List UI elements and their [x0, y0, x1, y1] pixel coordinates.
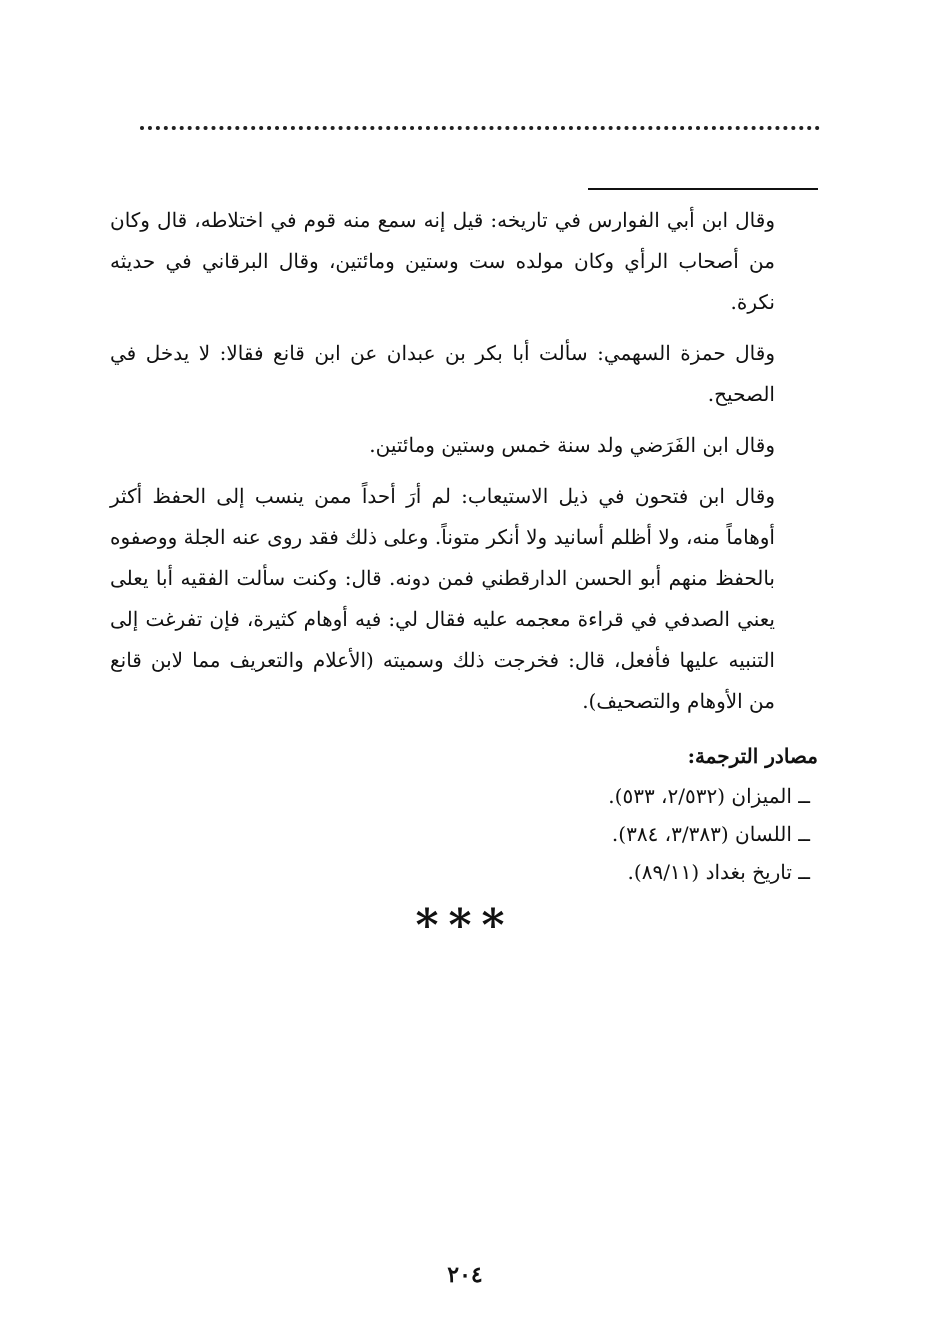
section-separator-asterisks: ***: [415, 900, 515, 951]
source-item: ــ الميزان (٢/٥٣٢، ٥٣٣).: [608, 784, 810, 808]
paragraph-ibn-al-faradi: وقال ابن الفَرَضي ولد سنة خمس وستين ومائتين.: [369, 433, 775, 457]
source-item: ــ اللسان (٣/٣٨٣، ٣٨٤).: [611, 822, 810, 846]
page-number: ٢٠٤: [447, 1262, 483, 1288]
paragraph-ibn-fathun: وقال ابن فتحون في ذيل الاستيعاب: لم أرَ أحداً ممن ينسب إلى الحفظ أكثر أوهاماً منه، ولا أظلم أسانيد ولا أنكر متوناً. وعلى ذلك فقد روى عنه الجلة ووصفوه بالحفظ منهم أبو الحسن الدارقطني فمن دونه. قال: وكنت سألت الفقيه أبا يعلى يعني الصدفي في قراءة معجمه عليه فقال لي: فيه أوهام كثيرة، فإن تفرغت إلى التنبيه عليها فأفعل، قال: فخرجت ذلك وسميته (الأعلام والتعريف مما لابن قانع من الأوهام والتصحيف).: [110, 484, 775, 713]
sources-section: [400, 737, 818, 891]
source-item: ــ تاريخ بغداد (٨٩/١١).: [627, 860, 810, 884]
dotted-separator-rule: [140, 126, 820, 130]
footnote-rule: [588, 188, 818, 190]
paragraph-ibn-abi-al-fawaris: وقال ابن أبي الفوارس في تاريخه: قيل إنه سمع منه قوم في اختلاطه، قال وكان من أصحاب الرأي وكان مولده ست وستين ومائتين، وقال البرقاني في حديثه نكرة.: [110, 208, 775, 314]
sources-heading: مصادر الترجمة:: [687, 744, 818, 768]
sources-list: [400, 777, 818, 891]
paragraph-hamza-al-sahmi: وقال حمزة السهمي: سألت أبا بكر بن عبدان عن ابن قانع فقالا: لا يدخل في الصحيح.: [110, 341, 775, 406]
biography-body: [110, 200, 775, 732]
